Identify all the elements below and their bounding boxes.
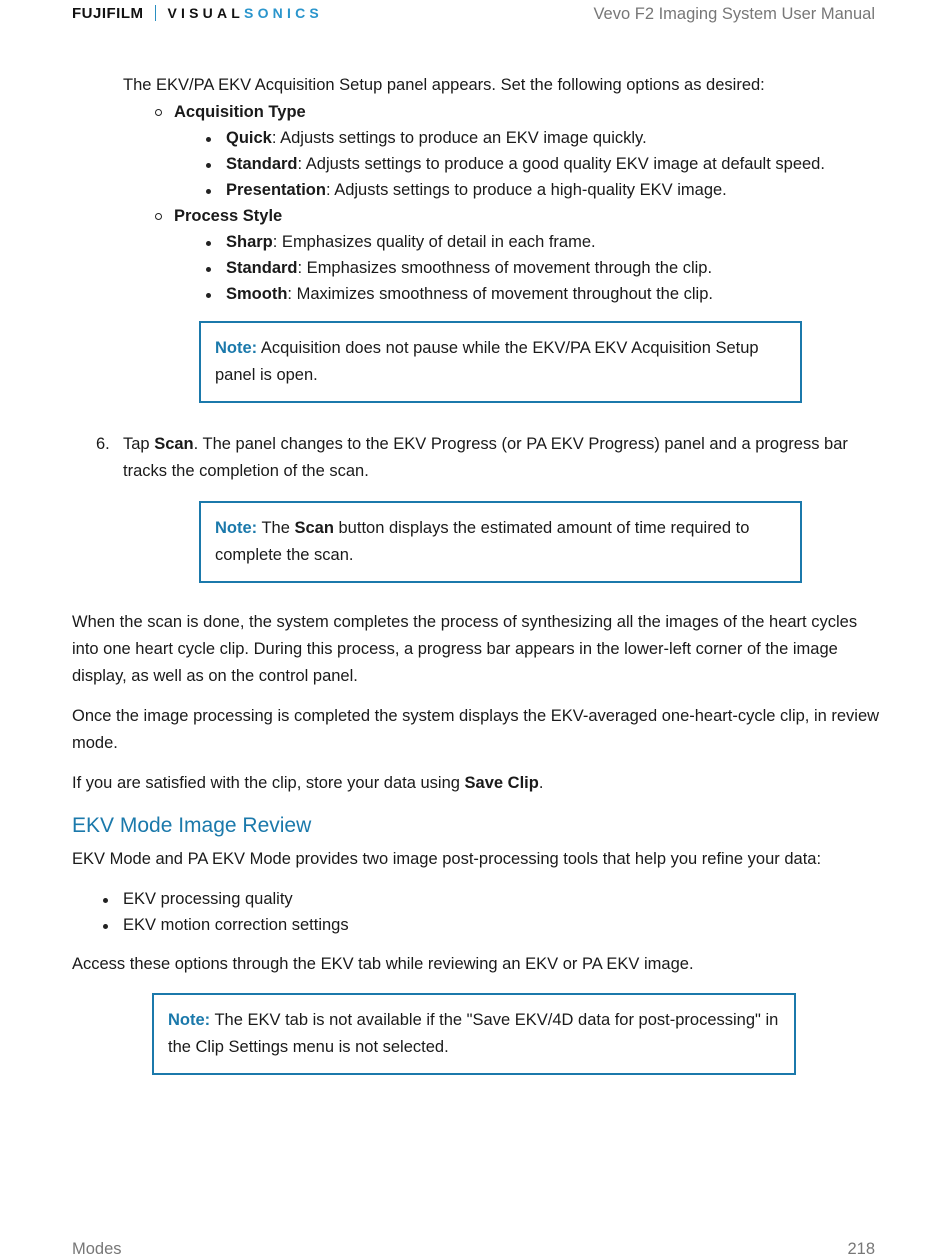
note-box-acquisition	[199, 321, 802, 403]
term: Quick	[226, 129, 272, 147]
section-intro: EKV Mode and PA EKV Mode provides two image post-processing tools that help you refine your data:	[72, 850, 822, 868]
access-text: Access these options through the EKV tab while reviewing an EKV or PA EKV image.	[72, 955, 694, 973]
para-text-post: .	[538, 774, 544, 792]
note-label: Note:	[215, 519, 258, 537]
fujifilm-visualsonics-logo	[72, 4, 323, 22]
step-number: 6.	[96, 435, 110, 453]
desc: : Maximizes smoothness of movement throughout the clip.	[287, 285, 713, 303]
step-text-pre: Tap	[123, 435, 155, 453]
paragraph-review-mode: Once the image processing is completed the system displays the EKV-averaged one-heart-cycle clip, in review mode.	[72, 707, 880, 752]
term: Standard	[226, 259, 298, 277]
list-item	[226, 281, 882, 307]
list-item: EKV processing quality	[123, 886, 882, 912]
step-text-post: . The panel changes to the EKV Progress (or PA EKV Progress) panel and a progress bar tracks the completion of the scan.	[123, 435, 848, 480]
desc: : Emphasizes quality of detail in each frame.	[272, 233, 596, 251]
page-content	[72, 72, 882, 1075]
list-item	[226, 255, 882, 281]
step-scan-term: Scan	[154, 435, 194, 453]
list-item	[226, 229, 882, 255]
term: Sharp	[226, 233, 273, 251]
options-list	[72, 99, 882, 307]
desc: : Adjusts settings to produce an EKV image quickly.	[271, 129, 647, 147]
intro-text: The EKV/PA EKV Acquisition Setup panel appears. Set the following options as desired:	[123, 76, 765, 94]
footer-section: Modes	[72, 1240, 122, 1258]
note-text-pre: The	[257, 519, 295, 537]
term: Standard	[226, 155, 298, 173]
note-box-scan	[199, 501, 802, 583]
term: Smooth	[226, 285, 288, 303]
paragraph-scan-done: When the scan is done, the system completes the process of synthesizing all the images of the heart cycles into one heart cycle clip. During this process, a progress bar appears in the lower-left corner of the image display, as well as on the control panel.	[72, 613, 858, 685]
save-clip-term: Save Clip	[464, 774, 539, 792]
list-item	[226, 151, 882, 177]
option-title: Acquisition Type	[174, 103, 306, 121]
logo-sonics: SONICS	[244, 5, 323, 21]
logo-divider	[155, 5, 156, 21]
option-title: Process Style	[174, 207, 283, 225]
note-label: Note:	[215, 339, 258, 357]
note-box-ekv-tab	[152, 993, 796, 1075]
option-acquisition-type	[174, 99, 882, 203]
list-item	[226, 177, 882, 203]
tools-list	[72, 886, 882, 938]
term: Presentation	[226, 181, 326, 199]
logo-visual: VISUAL	[167, 5, 245, 21]
option-process-style	[174, 203, 882, 307]
logo-brand: FUJIFILM	[72, 4, 144, 22]
note-text: The EKV tab is not available if the "Save EKV/4D data for post-processing" in the Clip Settings menu is not selected.	[168, 1011, 779, 1056]
desc: : Adjusts settings to produce a high-quality EKV image.	[325, 181, 727, 199]
paragraph-save-clip	[72, 770, 882, 797]
page-header	[0, 0, 950, 30]
process-style-list	[174, 229, 882, 307]
desc: : Emphasizes smoothness of movement through the clip.	[297, 259, 713, 277]
page-number: 218	[847, 1240, 875, 1258]
note-label: Note:	[168, 1011, 211, 1029]
note-text: Acquisition does not pause while the EKV/PA EKV Acquisition Setup panel is open.	[215, 339, 759, 384]
note-text-post: button displays the estimated amount of time required to complete the scan.	[215, 519, 750, 564]
list-item: EKV motion correction settings	[123, 912, 882, 938]
list-item	[226, 125, 882, 151]
manual-title: Vevo F2 Imaging System User Manual	[593, 5, 875, 23]
desc: : Adjusts settings to produce a good quality EKV image at default speed.	[297, 155, 825, 173]
section-heading: EKV Mode Image Review	[72, 814, 312, 837]
acquisition-type-list	[174, 125, 882, 203]
note-scan-term: Scan	[294, 519, 334, 537]
step-6	[72, 431, 882, 485]
para-text-pre: If you are satisfied with the clip, store your data using	[72, 774, 465, 792]
